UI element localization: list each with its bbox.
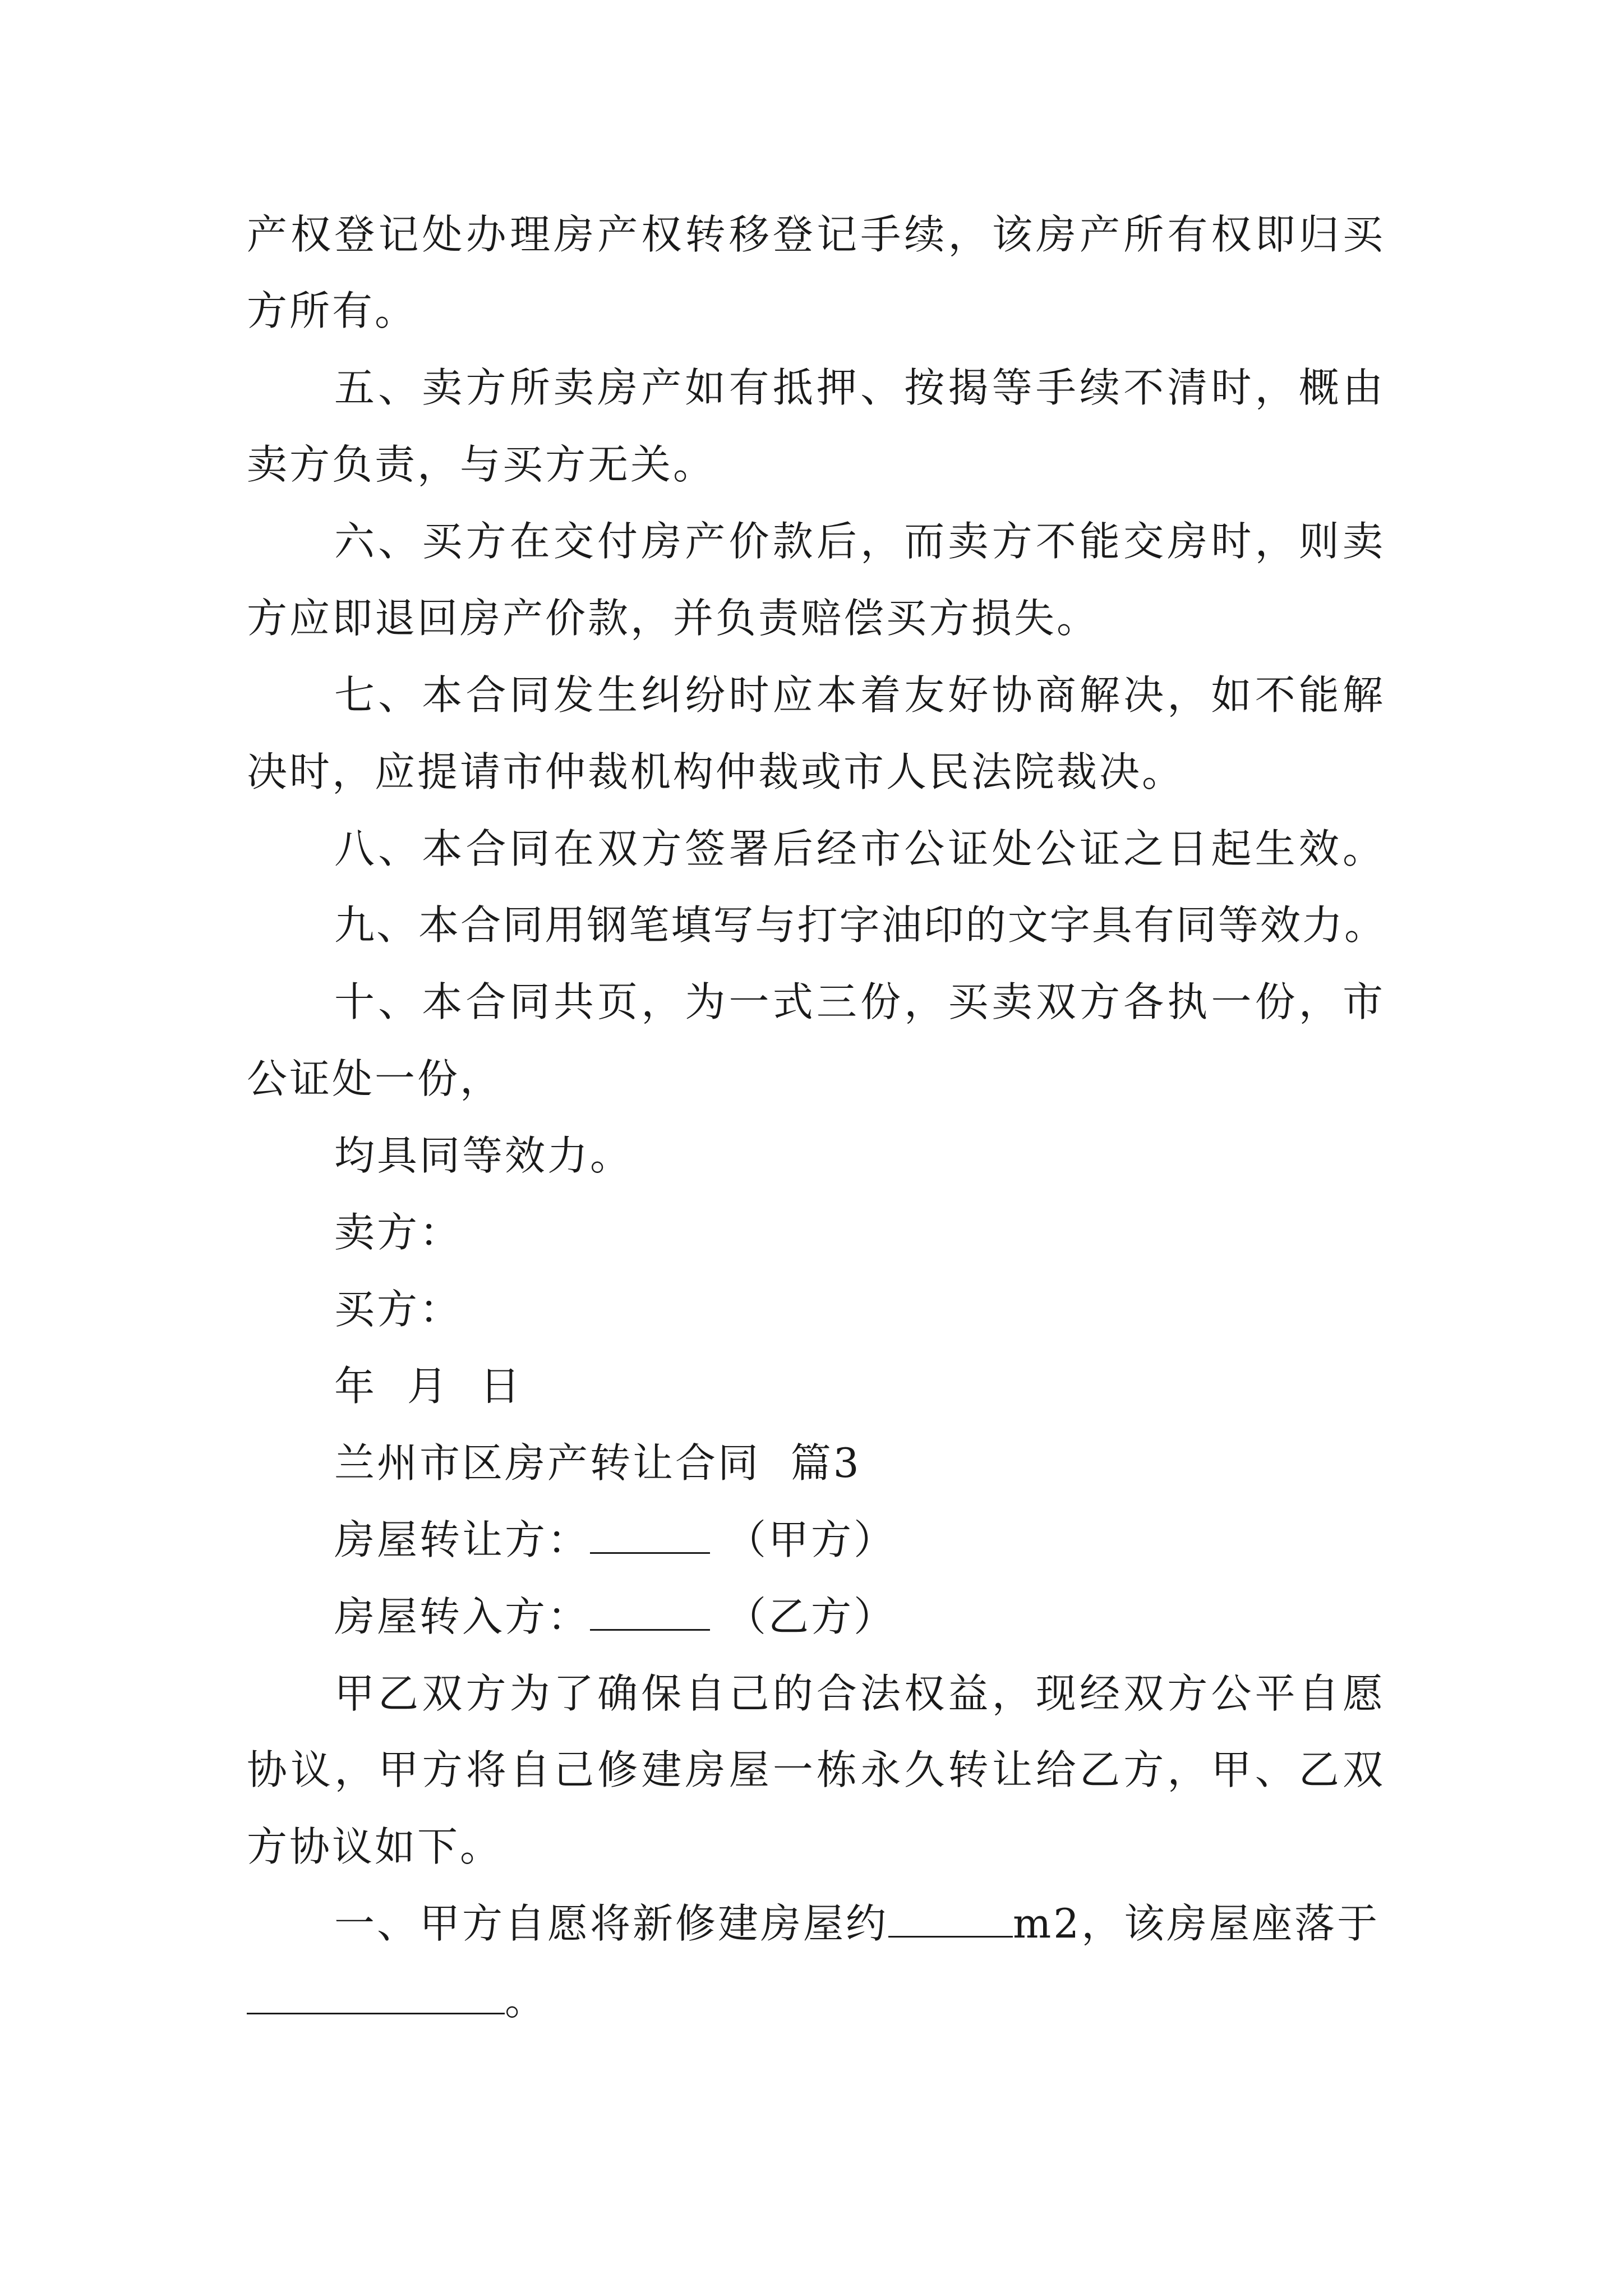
agreement-line: 协议，甲方将自己修建房屋一栋永久转让给乙方，甲、乙双: [247, 1746, 1385, 1793]
transferor-line: [334, 1513, 1385, 1567]
seller-label: 卖方：: [334, 1209, 463, 1256]
clause-1-unit: m2，该房屋座落于: [1013, 1900, 1380, 1947]
area-blank[interactable]: [888, 1901, 1013, 1938]
section-title: 兰州市区房产转让合同 篇3: [334, 1439, 861, 1487]
buyer-label: 买方：: [334, 1286, 463, 1333]
transferor-label: 房屋转让方：: [334, 1516, 591, 1563]
text-line: 决时，应提请市仲裁机构仲裁或市人民法院裁决。: [247, 748, 1185, 795]
text-line: 公证处一份，: [247, 1055, 503, 1102]
date-line: 年 月 日: [334, 1363, 523, 1410]
clause-5-line: 五、卖方所卖房产如有抵押、按揭等手续不清时，概由: [334, 364, 1385, 411]
clause-6-line: 六、买方在交付房产价款后，而卖方不能交房时，则卖: [334, 518, 1385, 565]
clause-7-line: 七、本合同发生纠纷时应本着友好协商解决，如不能解: [334, 671, 1385, 719]
location-end: 。: [505, 1977, 548, 2024]
transferee-blank[interactable]: [590, 1594, 710, 1631]
agreement-line: 方协议如下。: [247, 1823, 503, 1870]
text-line: 产权登记处办理房产权转移登记手续，该房产所有权即归买: [247, 211, 1385, 258]
location-line: [247, 1973, 1385, 2027]
agreement-line: 甲乙双方为了确保自己的合法权益，现经双方公平自愿: [334, 1670, 1385, 1717]
clause-8-line: 八、本合同在双方签署后经市公证处公证之日起生效。: [334, 825, 1385, 872]
text-line: 均具同等效力。: [334, 1132, 633, 1179]
transferee-label: 房屋转入方：: [334, 1593, 591, 1640]
clause-10-line: 十、本合同共页，为一式三份，买卖双方各执一份，市: [334, 978, 1385, 1025]
transferor-blank[interactable]: [590, 1517, 710, 1554]
clause-9-line: 九、本合同用钢笔填写与打字油印的文字具有同等效力。: [334, 901, 1385, 949]
clause-1-line: [334, 1897, 1385, 1950]
transferee-suffix: （乙方）: [726, 1593, 897, 1640]
text-line: 方所有。: [247, 287, 418, 334]
transferee-line: [334, 1590, 1385, 1644]
text-line: 方应即退回房产价款，并负责赔偿买方损失。: [247, 595, 1100, 642]
location-blank[interactable]: [247, 1978, 505, 2014]
clause-1-prefix: 一、甲方自愿将新修建房屋约: [334, 1900, 889, 1947]
transferor-suffix: （甲方）: [726, 1516, 897, 1563]
text-line: 卖方负责，与买方无关。: [247, 441, 716, 488]
